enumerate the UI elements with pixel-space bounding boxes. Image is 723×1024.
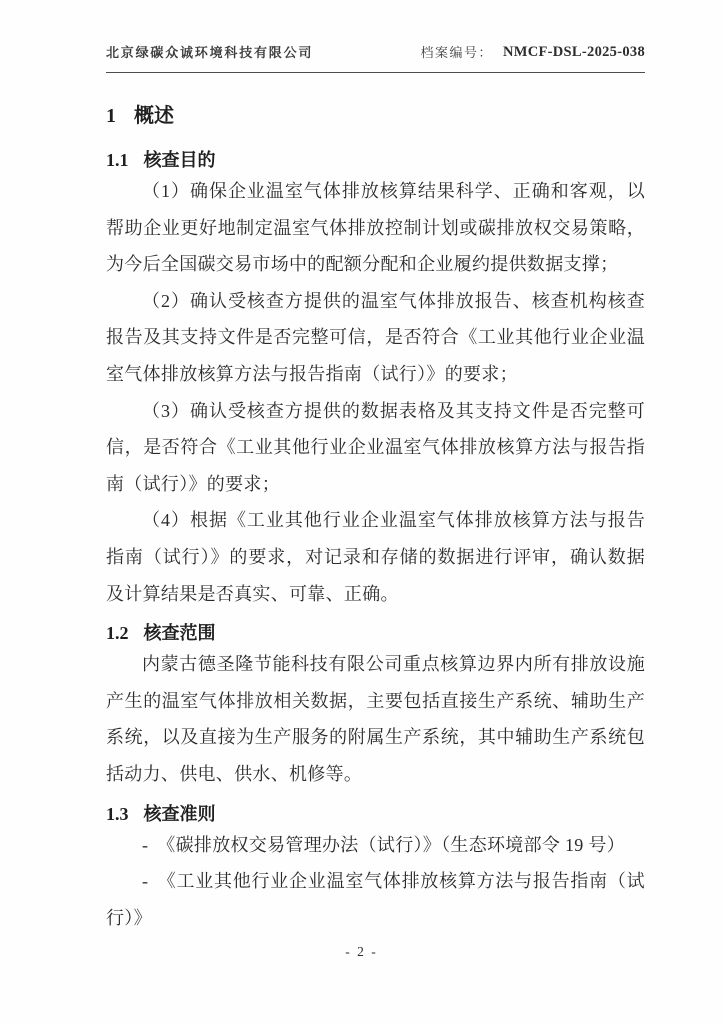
section-heading-1-2	[106, 620, 645, 646]
chapter-number: 1	[106, 105, 116, 127]
criteria-item-text: 《工业其他行业企业温室气体排放核算方法与报告指南（试行）》	[106, 871, 645, 928]
criteria-list-item	[106, 863, 645, 936]
section-1-3-number: 1.3	[106, 803, 129, 824]
paragraph-purpose-3: （3）确认受核查方提供的数据表格及其支持文件是否完整可信，是否符合《工业其他行业企业温室气体排放核算方法与报告指南（试行）》的要求；	[106, 400, 645, 494]
page-header	[106, 42, 645, 73]
paragraph-scope: 内蒙古德圣隆节能科技有限公司重点核算边界内所有排放设施产生的温室气体排放相关数据，主要包括直接生产系统、辅助生产系统，以及直接为生产服务的附属生产系统，其中辅助生产系统包括动力、供电、供水、机修等。	[106, 654, 645, 784]
paragraph-purpose-4: （4）根据《工业其他行业企业温室气体排放核算方法与报告指南（试行）》的要求，对记录和存储的数据进行评审，确认数据及计算结果是否真实、可靠、正确。	[106, 510, 645, 604]
chapter-title: 概述	[134, 105, 174, 127]
archive-number-label: 档案编号：	[420, 45, 493, 60]
archive-number-value: NMCF-DSL-2025-038	[502, 44, 645, 60]
section-1-1-number: 1.1	[106, 150, 129, 170]
page-number: - 2 -	[345, 944, 378, 959]
criteria-item-text: 《碳排放权交易管理办法（试行）》（生态环境部令 19 号）	[157, 834, 625, 855]
header-company-name: 北京绿碳众诚环境科技有限公司	[106, 45, 314, 60]
section-1-2-number: 1.2	[106, 623, 129, 644]
paragraph-purpose-2: （2）确认受核查方提供的温室气体排放报告、核查机构核查报告及其支持文件是否完整可信，是否符合《工业其他行业企业温室气体排放核算方法与报告指南（试行）》的要求；	[106, 290, 645, 384]
chapter-heading	[106, 103, 645, 129]
section-1-3-title: 核查准则	[143, 803, 216, 824]
paragraph-purpose-1: （1）确保企业温室气体排放核算结果科学、正确和客观，以帮助企业更好地制定温室气体排放控制计划或碳排放权交易策略，为今后全国碳交易市场中的配额分配和企业履约提供数据支撑；	[106, 181, 645, 275]
section-1-1-title: 核查目的	[143, 150, 216, 170]
section-heading-1-1	[106, 147, 645, 173]
archive-number	[420, 42, 645, 61]
criteria-list-item	[106, 827, 645, 864]
bullet-dash: -	[142, 871, 149, 892]
bullet-dash: -	[142, 834, 149, 855]
section-1-2-title: 核查范围	[143, 623, 216, 644]
section-heading-1-3	[106, 801, 645, 827]
